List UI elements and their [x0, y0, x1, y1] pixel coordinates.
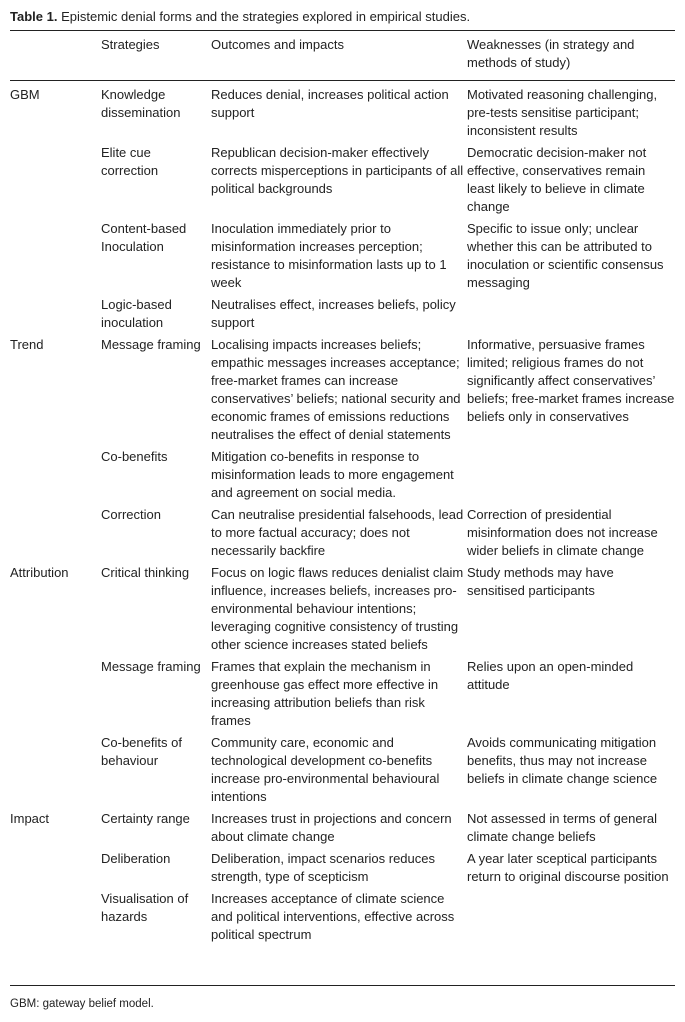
row-strategy: Content-based Inoculation: [101, 221, 187, 254]
table-header-row: [10, 36, 675, 80]
row-strategy: Logic-based inoculation: [101, 297, 172, 330]
header-weaknesses: Weaknesses (in strategy and methods of study): [467, 37, 635, 70]
row-group: [10, 220, 101, 296]
row-outcome: Reduces denial, increases political action support: [211, 87, 449, 120]
row-weakness: Specific to issue only; unclear whether this can be attributed to inoculation or scientific consensus messaging: [467, 221, 664, 290]
row-outcome: Localising impacts increases beliefs; empathic messages increases acceptance; free-market frames can increase conservatives’ beliefs; national security and economic frames of emissions reductions neutralises the effect of denial statements: [211, 337, 461, 442]
table-caption: [10, 0, 675, 30]
row-strategy: Message framing: [101, 337, 201, 352]
table-row: [10, 80, 675, 144]
table-row: [10, 850, 675, 890]
row-group: [10, 658, 101, 734]
row-group: [10, 506, 101, 564]
row-weakness: Study methods may have sensitised participants: [467, 565, 614, 598]
row-group: [10, 448, 101, 506]
row-group: GBM: [10, 87, 40, 102]
row-outcome: Mitigation co-benefits in response to misinformation leads to more engagement and agreement on social media.: [211, 449, 454, 500]
header-outcomes: Outcomes and impacts: [211, 37, 344, 52]
header-strategies: Strategies: [101, 37, 160, 52]
row-group: [10, 144, 101, 220]
row-strategy: Visualisation of hazards: [101, 891, 189, 924]
row-strategy: Message framing: [101, 659, 201, 674]
row-weakness: Avoids communicating mitigation benefits, thus may not increase beliefs in climate change science: [467, 735, 658, 786]
table-row: [10, 448, 675, 506]
row-weakness: [467, 890, 675, 948]
row-strategy: Co-benefits of behaviour: [101, 735, 182, 768]
row-strategy: Correction: [101, 507, 161, 522]
row-weakness: Motivated reasoning challenging, pre-tests sensitise participant; inconsistent results: [467, 87, 658, 138]
table-row: [10, 144, 675, 220]
table-row: [10, 810, 675, 850]
row-strategy: Deliberation: [101, 851, 171, 866]
row-group: Trend: [10, 337, 44, 352]
row-outcome: Can neutralise presidential falsehoods, lead to more factual accuracy; does not necessarily backfire: [211, 507, 464, 558]
row-group: Attribution: [10, 565, 69, 580]
table-row: [10, 296, 675, 336]
row-weakness: Informative, persuasive frames limited; religious frames do not significantly affect conservatives’ beliefs; free-market frames increase beliefs only in conservatives: [467, 337, 675, 424]
table-row: [10, 890, 675, 948]
row-outcome: Focus on logic flaws reduces denialist claim influence, increases beliefs, increases pro-environmental behaviour intentions; leveraging cognitive consistency of trusting other science increases stated beliefs: [211, 565, 464, 652]
row-group: [10, 734, 101, 810]
table-bottom-rule: [10, 985, 675, 986]
row-weakness: Not assessed in terms of general climate change beliefs: [467, 811, 658, 844]
row-group: [10, 850, 101, 890]
row-group: [10, 890, 101, 948]
header-group: [10, 36, 101, 80]
table-row: [10, 734, 675, 810]
row-weakness: A year later sceptical participants return to original discourse position: [467, 851, 669, 884]
row-outcome: Deliberation, impact scenarios reduces strength, type of scepticism: [211, 851, 435, 884]
row-outcome: Neutralises effect, increases beliefs, policy support: [211, 297, 456, 330]
table-row: [10, 220, 675, 296]
table-row: [10, 506, 675, 564]
row-strategy: Certainty range: [101, 811, 190, 826]
table-top-rule: [10, 30, 675, 31]
row-outcome: Increases trust in projections and concern about climate change: [211, 811, 452, 844]
strategies-table: [10, 36, 675, 948]
row-outcome: Republican decision-maker effectively corrects misperceptions in participants of all political backgrounds: [211, 145, 464, 196]
row-weakness: [467, 448, 675, 506]
row-group: Impact: [10, 811, 50, 826]
row-weakness: Democratic decision-maker not effective, conservatives remain least likely to believe in climate change: [467, 145, 647, 214]
row-strategy: Knowledge dissemination: [101, 87, 181, 120]
table-caption-label: Table 1.: [10, 9, 58, 24]
document-page: [10, 0, 675, 1010]
table-caption-text: Epistemic denial forms and the strategies explored in empirical studies.: [61, 9, 471, 24]
row-outcome: Frames that explain the mechanism in greenhouse gas effect more effective in increasing attribution beliefs than risk frames: [211, 659, 439, 728]
row-strategy: Critical thinking: [101, 565, 190, 580]
row-group: [10, 296, 101, 336]
row-strategy: Co-benefits: [101, 449, 168, 464]
row-outcome: Community care, economic and technological development co-benefits increase pro-environmental behavioural intentions: [211, 735, 440, 804]
table-row: [10, 658, 675, 734]
row-strategy: Elite cue correction: [101, 145, 159, 178]
table-row: [10, 564, 675, 658]
row-weakness: Correction of presidential misinformation does not increase wider beliefs in climate change: [467, 507, 658, 558]
row-outcome: Increases acceptance of climate science and political interventions, effective across political spectrum: [211, 891, 455, 942]
table-row: [10, 336, 675, 448]
table-footnote: GBM: gateway belief model.: [10, 998, 154, 1010]
row-weakness: Relies upon an open-minded attitude: [467, 659, 634, 692]
row-outcome: Inoculation immediately prior to misinformation increases perception; resistance to misinformation lasts up to 1 week: [211, 221, 447, 290]
row-weakness: [467, 296, 675, 336]
